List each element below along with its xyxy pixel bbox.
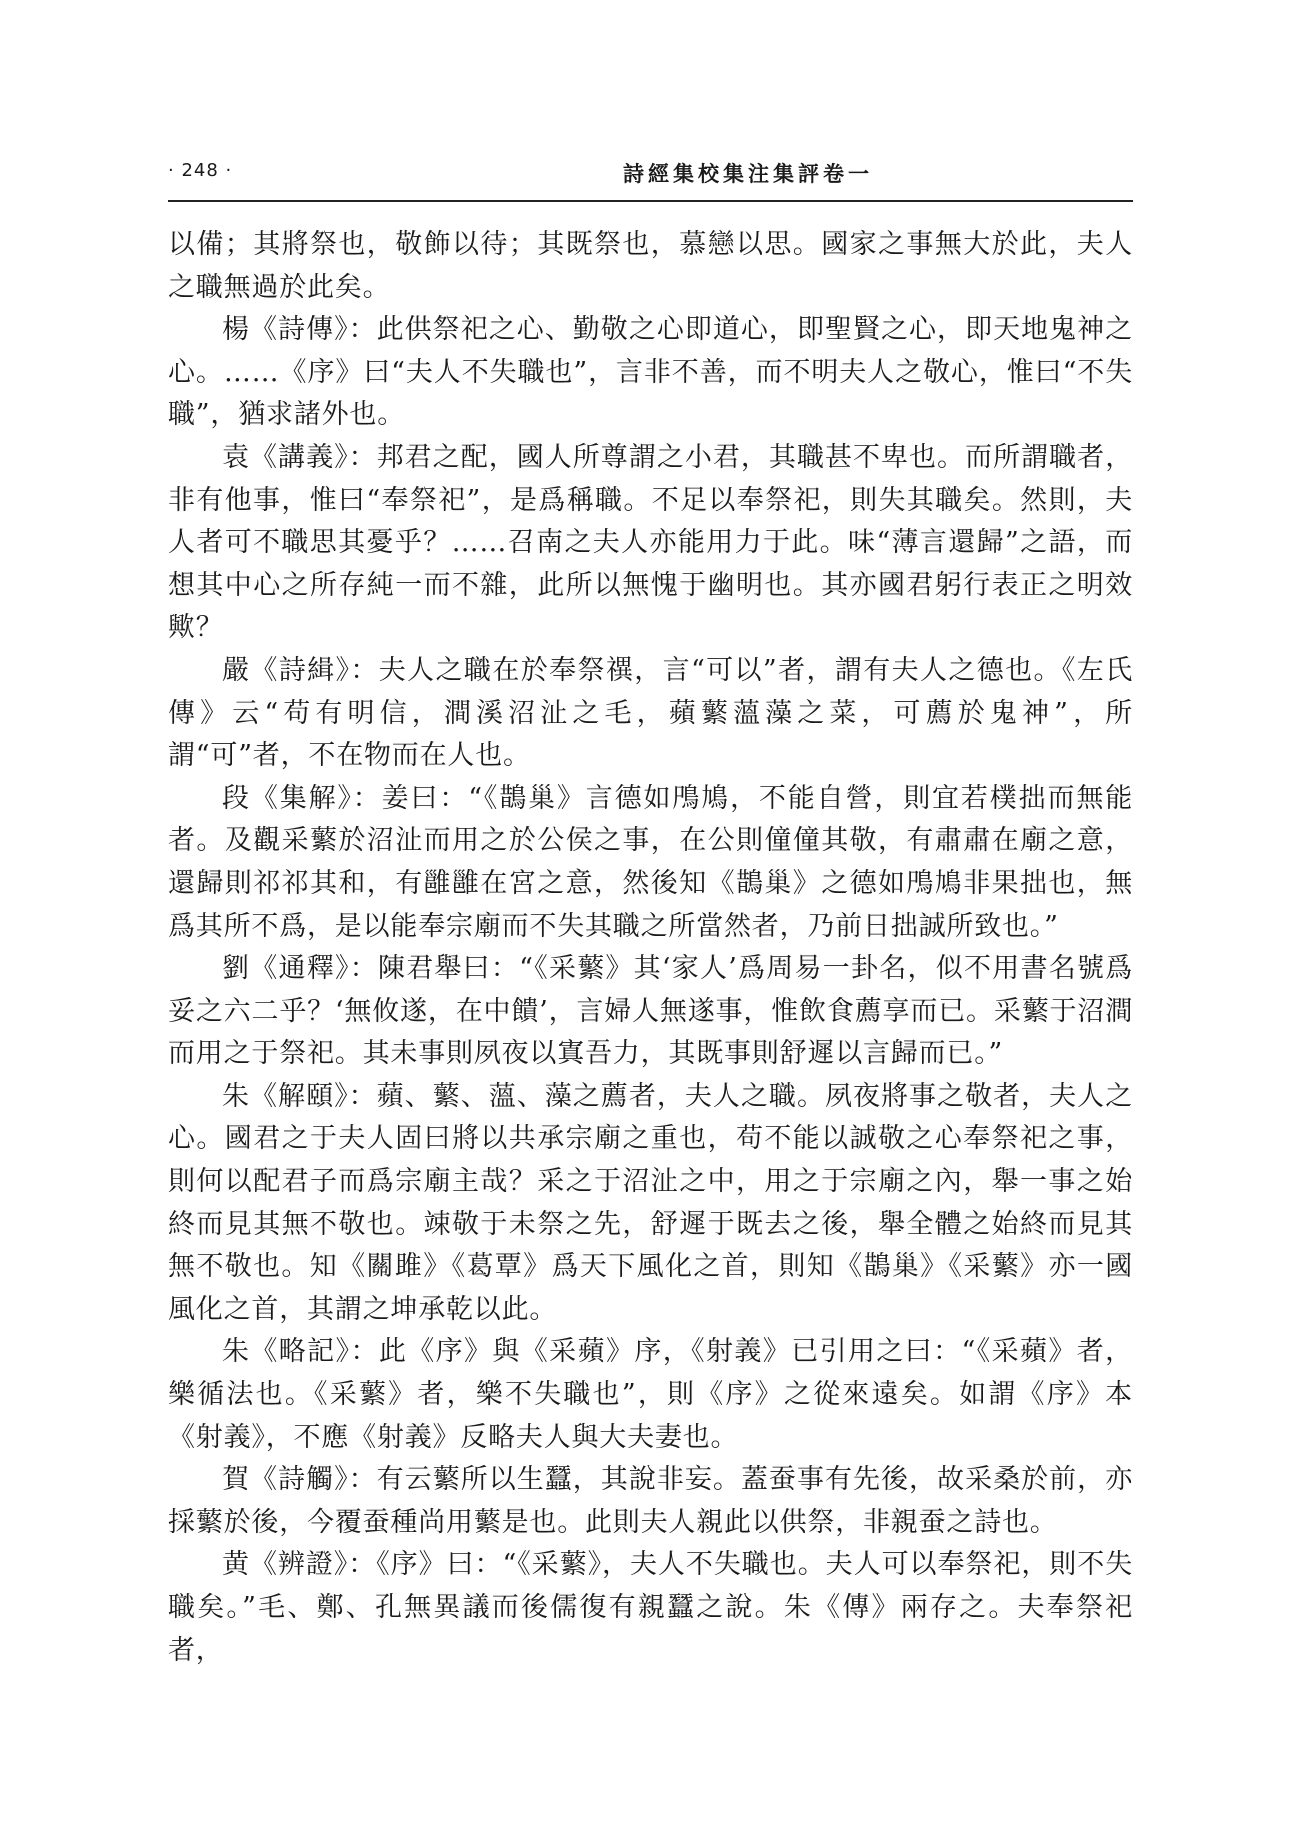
header-rule [168,200,1133,202]
paragraph: 楊《詩傳》：此供祭祀之心、勤敬之心即道心，即聖賢之心，即天地鬼神之心。……《序》曰“夫人不失職也”，言非不善，而不明夫人之敬心，惟曰“不失職”，猶求諸外也。 [168,314,1133,431]
page-number: · 248 · [168,160,233,181]
page-header [168,158,1133,194]
paragraph: 段《集解》：姜曰：“《鵲巢》言德如鳲鳩，不能自營，則宜若樸拙而無能者。及觀采蘩於沼沚而用之於公侯之事，在公則僮僮其敬，有肅肅在廟之意，還歸則祁祁其和，有雝雝在宮之意，然後知《鵲巢》之德如鳲鳩非果拙也，無爲其所不爲，是以能奉宗廟而不失其職之所當然者，乃前日拙誠所致也。” [168,782,1133,942]
paragraph: 以備；其將祭也，敬飾以待；其既祭也，慕戀以思。國家之事無大於此，夫人之職無過於此矣。 [168,229,1133,303]
paragraph: 嚴《詩緝》：夫人之職在於奉祭禩，言“可以”者，謂有夫人之德也。《左氏傳》云“苟有明信，澗溪沼沚之毛，蘋蘩薀藻之菜，可薦於鬼神”，所謂“可”者，不在物而在人也。 [168,654,1133,772]
paragraph: 朱《略記》：此《序》與《采蘋》序，《射義》已引用之曰：“《采蘋》者，樂循法也。《采蘩》者，樂不失職也”，則《序》之從來遠矣。如謂《序》本《射義》，不應《射義》反略夫人與大夫妻也。 [168,1336,1133,1453]
paragraph: 賀《詩觸》：有云蘩所以生蠶，其說非妄。蓋蚕事有先後，故采桑於前，亦採蘩於後，今覆蚕種尚用蘩是也。此則夫人親此以供祭，非親蚕之詩也。 [168,1464,1133,1538]
paragraph: 劉《通釋》：陳君舉曰：“《采蘩》其‘家人’爲周易一卦名，似不用書名號爲妥之六二乎？‘無攸遂，在中饋’，言婦人無遂事，惟飲食薦享而已。采蘩于沼澗而用之于祭祀。其未事則夙夜以寘吾力，其既事則舒遲以言歸而已。” [168,953,1133,1070]
body-text [168,224,1133,1672]
paragraph: 黄《辨證》：《序》曰：“《采蘩》，夫人不失職也。夫人可以奉祭祀，則不失職矣。”毛、鄭、孔無異議而後儒復有親蠶之說。朱《傳》兩存之。夫奉祭祀者， [168,1549,1133,1666]
running-title: 詩經集校集注集評卷一 [623,161,873,186]
paragraph: 袁《講義》：邦君之配，國人所尊謂之小君，其職甚不卑也。而所謂職者，非有他事，惟曰“奉祭祀”，是爲稱職。不足以奉祭祀，則失其職矣。然則，夫人者可不職思其憂乎？……召南之夫人亦能用力于此。味“薄言還歸”之語，而想其中心之所存純一而不雜，此所以無愧于幽明也。其亦國君躬行表正之明效歟？ [168,441,1133,644]
paragraph: 朱《解頤》：蘋、蘩、薀、藻之薦者，夫人之職。夙夜將事之敬者，夫人之心。國君之于夫人固曰將以共承宗廟之重也，苟不能以誠敬之心奉祭祀之事，則何以配君子而爲宗廟主哉？采之于沼沚之中，用之于宗廟之內，舉一事之始終而見其無不敬也。竦敬于未祭之先，舒遲于既去之後，舉全體之始終而見其無不敬也。知《關雎》《葛覃》爲天下風化之首，則知《鵲巢》《采蘩》亦一國風化之首，其謂之坤承乾以此。 [168,1080,1133,1325]
